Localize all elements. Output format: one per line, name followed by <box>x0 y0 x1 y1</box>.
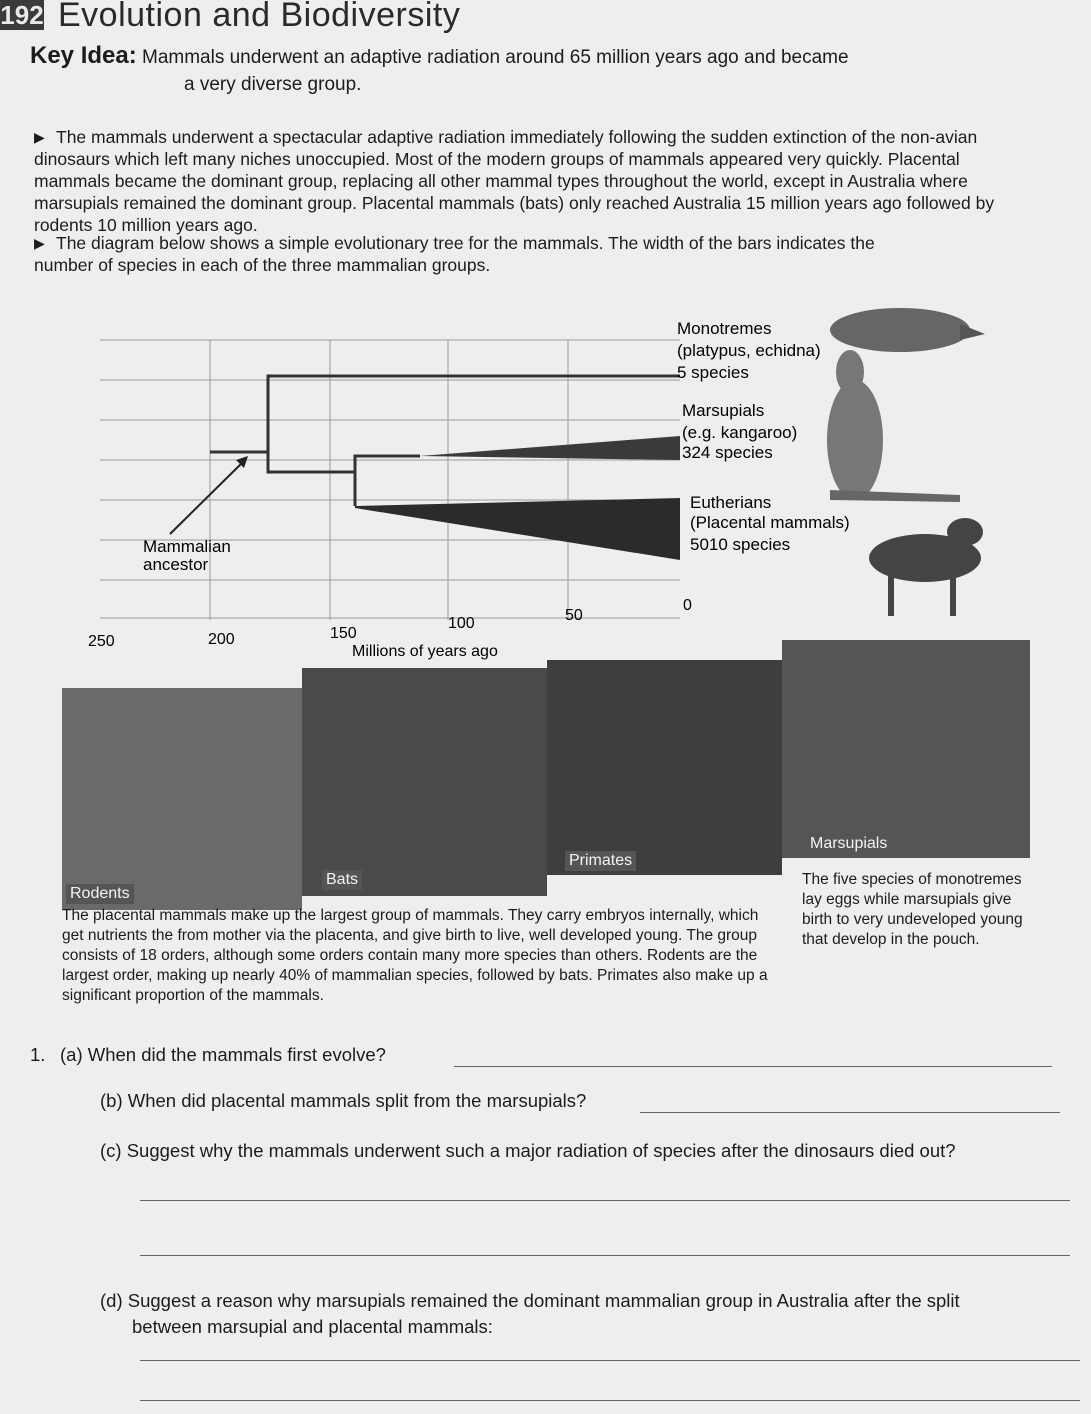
caption-placental: The placental mammals make up the largest group of mammals. They carry embryos internally, which get nutrients the from mother via the placenta, and give birth to live, well developed young. The group consists of 18 orders, although some orders contain many more species than others. Rodents are the largest order, making up nearly 40% of mammalian species, followed by bats. Primates also make up a significant proportion of the mammals. <box>62 907 768 1004</box>
ancestor-label: ancestor <box>143 555 209 574</box>
branch-theria <box>268 452 420 472</box>
chapter-title: Evolution and Biodiversity <box>58 0 461 34</box>
key-idea-label: Key Idea: <box>30 42 137 69</box>
axis-tick: 250 <box>88 633 115 650</box>
group-species-eutherians: 5010 species <box>690 535 791 554</box>
key-idea-text-1: Mammals underwent an adaptive radiation around 65 million years ago and became <box>142 47 849 68</box>
group-name-monotremes: Monotremes <box>677 319 772 338</box>
photo-label-rodents: Rodents <box>66 884 134 904</box>
group-examples-monotremes: (platypus, echidna) <box>677 341 821 360</box>
photo-primates <box>547 660 782 875</box>
photo-label-bats: Bats <box>322 870 362 890</box>
answer-line-c2[interactable] <box>140 1255 1070 1256</box>
ancestor-label: Mammalian <box>143 537 231 556</box>
paragraph-text: The mammals underwent a spectacular adaptive radiation immediately following the sudden extinction of the non-avian dinosaurs which left many niches unoccupied. Most of the modern groups of mammals appeared very quickly. Placental mammals became the dominant group, replacing all other mammal types throughout the world, except in Australia where marsupials remained the dominant group. Placental mammals (bats) only reached Australia 15 million years ago followed by rodents 10 million years ago. <box>34 127 995 235</box>
axis-tick: 100 <box>448 615 475 632</box>
paragraph-diagram-intro <box>34 232 934 276</box>
question-b: (b) When did placental mammals split from the marsupials? <box>100 1090 587 1111</box>
photo-rodents <box>62 688 302 910</box>
group-species-marsupials: 324 species <box>682 443 773 462</box>
dingo-illustration <box>869 518 983 616</box>
photo-label-marsupials: Marsupials <box>806 834 891 854</box>
bar-marsupials <box>420 436 680 460</box>
axis-tick: 200 <box>208 631 235 648</box>
answer-line-a[interactable] <box>454 1066 1052 1067</box>
bar-eutherians <box>355 498 680 560</box>
answer-line-c1[interactable] <box>140 1200 1070 1201</box>
question-d-line1: (d) Suggest a reason why marsupials remained the dominant mammalian group in Australia after the split <box>100 1290 960 1311</box>
axis-tick: 50 <box>565 607 583 624</box>
echidna-illustration <box>830 308 985 352</box>
group-name-eutherians: Eutherians <box>690 493 772 512</box>
branch-monotremes <box>210 376 680 452</box>
photo-marsupials <box>782 640 1030 858</box>
photo-label-primates: Primates <box>565 851 636 871</box>
key-idea-text-2: a very diverse group. <box>184 74 362 96</box>
caption-monotremes: The five species of monotremes lay eggs while marsupials give birth to very undeveloped young that develop in the pouch. <box>802 871 1023 948</box>
question-number: 1. <box>30 1044 46 1065</box>
group-species-monotremes: 5 species <box>677 363 749 382</box>
bullet-arrow-icon: ▶ <box>34 129 45 145</box>
bullet-arrow-icon: ▶ <box>34 235 45 251</box>
kangaroo-illustration <box>827 350 960 502</box>
group-examples-eutherians: (Placental mammals) <box>690 513 850 532</box>
question-c: (c) Suggest why the mammals underwent such a major radiation of species after the dinosaurs died out? <box>100 1140 956 1161</box>
paragraph-text: The diagram below shows a simple evolutionary tree for the mammals. The width of the bars indicates the number of species in each of the three mammalian groups. <box>34 233 875 275</box>
axis-tick: 0 <box>683 597 692 614</box>
question-a: (a) When did the mammals first evolve? <box>60 1044 386 1065</box>
group-name-marsupials: Marsupials <box>682 401 765 420</box>
tree-branches <box>210 376 680 506</box>
answer-line-b[interactable] <box>640 1112 1060 1113</box>
axis-tick: 150 <box>330 625 357 642</box>
ancestor-arrow <box>170 460 245 534</box>
axis-title: Millions of years ago <box>352 643 498 660</box>
group-examples-marsupials: (e.g. kangaroo) <box>682 423 798 442</box>
answer-line-d1[interactable] <box>140 1360 1080 1361</box>
photo-bats <box>302 668 547 896</box>
evolutionary-tree <box>0 300 1091 670</box>
paragraph-radiation <box>34 126 1034 236</box>
question-d-line2: between marsupial and placental mammals: <box>132 1316 493 1337</box>
key-idea <box>30 40 1070 98</box>
page-number-badge: 192 <box>0 0 44 30</box>
tree-grid <box>100 340 680 620</box>
answer-line-d2[interactable] <box>140 1400 1080 1401</box>
